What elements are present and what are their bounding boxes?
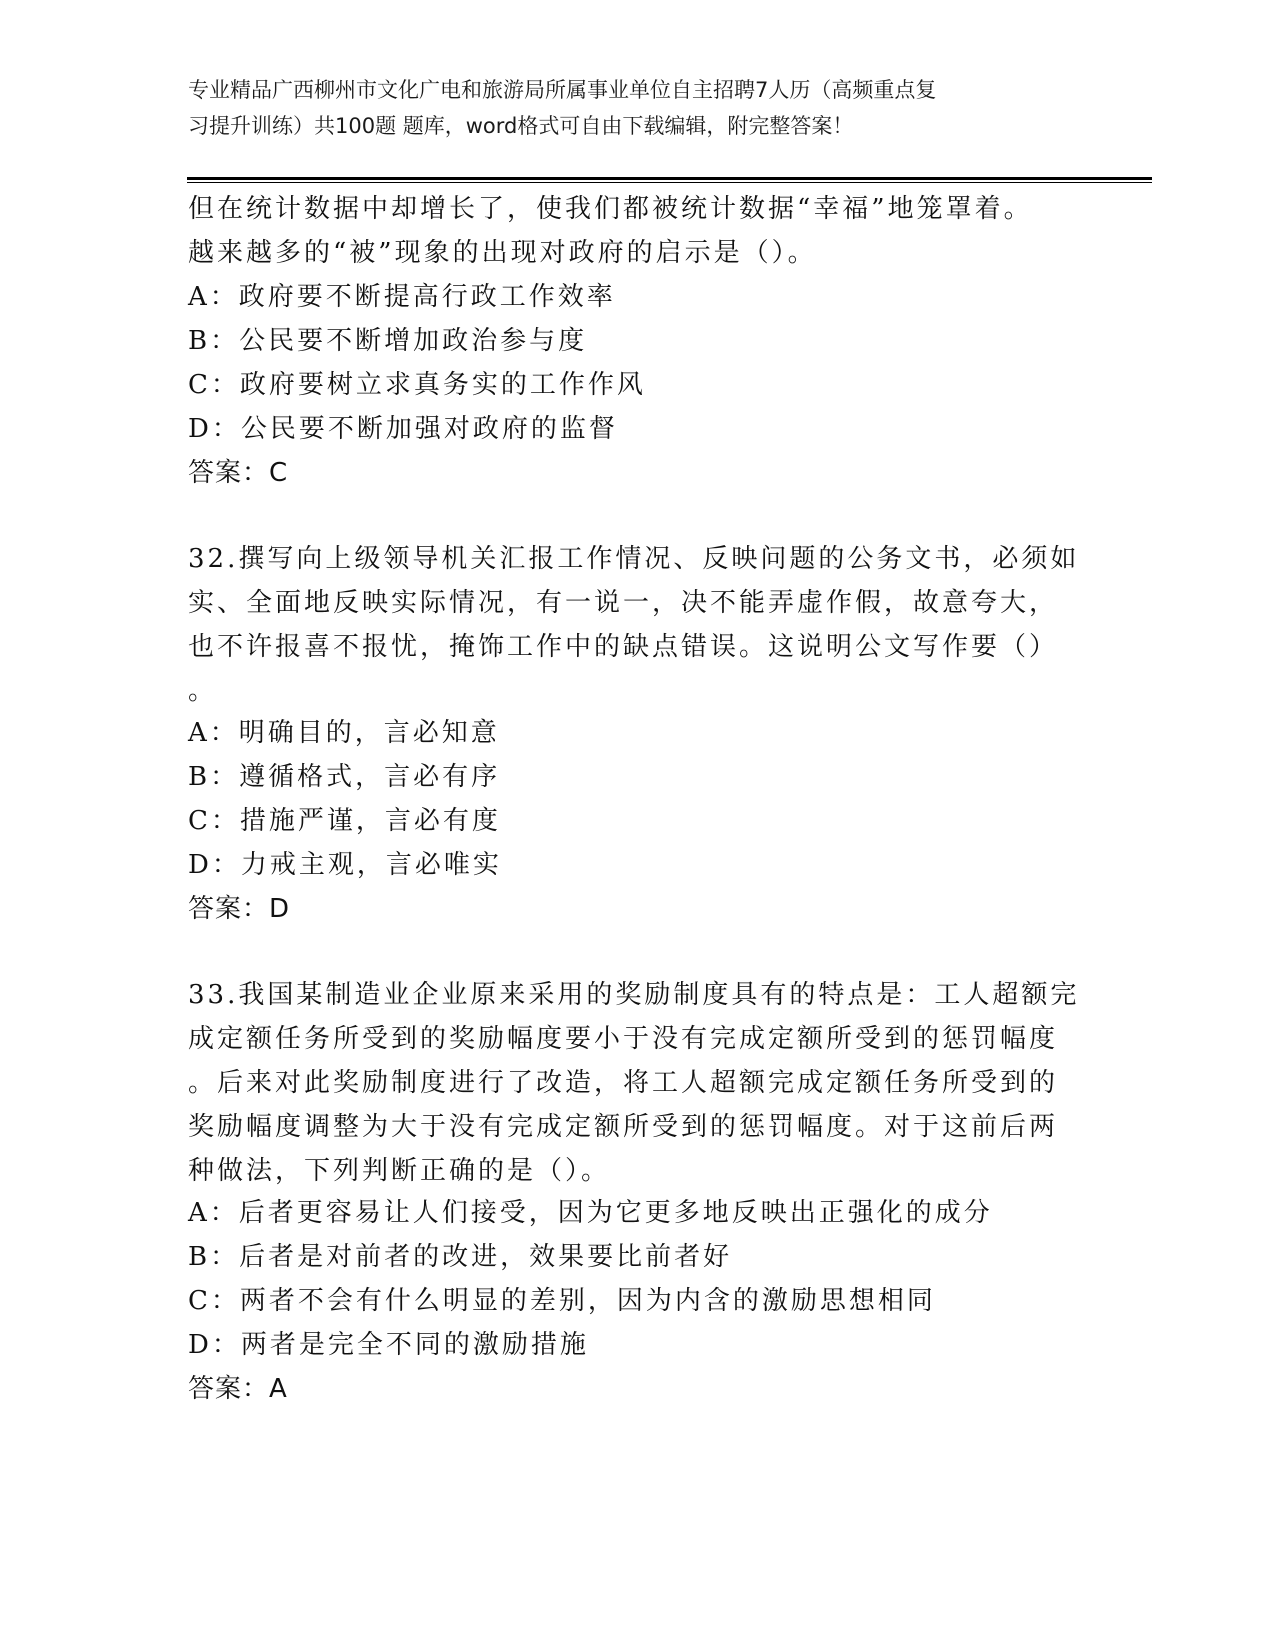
question-stem-line: 但在统计数据中却增长了，使我们都被统计数据“幸福”地笼罩着。 — [188, 194, 1033, 224]
question-stem-line: 33.我国某制造业企业原来采用的奖励制度具有的特点是：工人超额完 — [188, 980, 1080, 1010]
question-stem-line: 奖励幅度调整为大于没有完成定额所受到的惩罚幅度。对于这前后两 — [188, 1112, 1059, 1142]
option-d: D：公民要不断加强对政府的监督 — [188, 414, 618, 444]
header-line-1: 专业精品广西柳州市文化广电和旅游局所属事业单位自主招聘7人历（高频重点复 — [188, 78, 937, 102]
option-b: B：公民要不断增加政治参与度 — [188, 326, 588, 356]
answer: 答案：A — [188, 1374, 288, 1404]
question-stem-line: 种做法，下列判断正确的是（）。 — [188, 1156, 611, 1186]
question-stem-line: 成定额任务所受到的奖励幅度要小于没有完成定额所受到的惩罚幅度 — [188, 1024, 1059, 1054]
question-stem-line: 。后来对此奖励制度进行了改造，将工人超额完成定额任务所受到的 — [188, 1068, 1059, 1098]
option-a: A：政府要不断提高行政工作效率 — [188, 282, 616, 312]
option-c: C：政府要树立求真务实的工作作风 — [188, 370, 646, 400]
option-b: B：后者是对前者的改进，效果要比前者好 — [188, 1242, 733, 1272]
question-stem-line: 越来越多的“被”现象的出现对政府的启示是（）。 — [188, 238, 817, 268]
option-c: C：两者不会有什么明显的差别，因为内含的激励思想相同 — [188, 1286, 936, 1316]
option-a: A：明确目的，言必知意 — [188, 718, 500, 748]
header-rule-thick — [187, 177, 1152, 180]
option-d: D：力戒主观，言必唯实 — [188, 850, 502, 880]
document-header — [188, 72, 1088, 144]
option-a: A：后者更容易让人们接受，因为它更多地反映出正强化的成分 — [188, 1198, 993, 1228]
question-stem-line: 也不许报喜不报忧，掩饰工作中的缺点错误。这说明公文写作要（） — [188, 632, 1059, 662]
option-b: B：遵循格式，言必有序 — [188, 762, 501, 792]
question-stem-line: 实、全面地反映实际情况，有一说一，决不能弄虚作假，故意夸大， — [188, 588, 1059, 618]
option-d: D：两者是完全不同的激励措施 — [188, 1330, 589, 1360]
header-line-2: 习提升训练）共100题 题库，word格式可自由下载编辑，附完整答案！ — [188, 114, 854, 138]
answer: 答案：C — [188, 458, 289, 488]
header-rule-thin — [187, 182, 1152, 183]
question-stem-line: 。 — [188, 676, 218, 706]
question-stem-line: 32.撰写向上级领导机关汇报工作情况、反映问题的公务文书，必须如 — [188, 544, 1080, 574]
answer: 答案：D — [188, 894, 291, 924]
option-c: C：措施严谨，言必有度 — [188, 806, 501, 836]
